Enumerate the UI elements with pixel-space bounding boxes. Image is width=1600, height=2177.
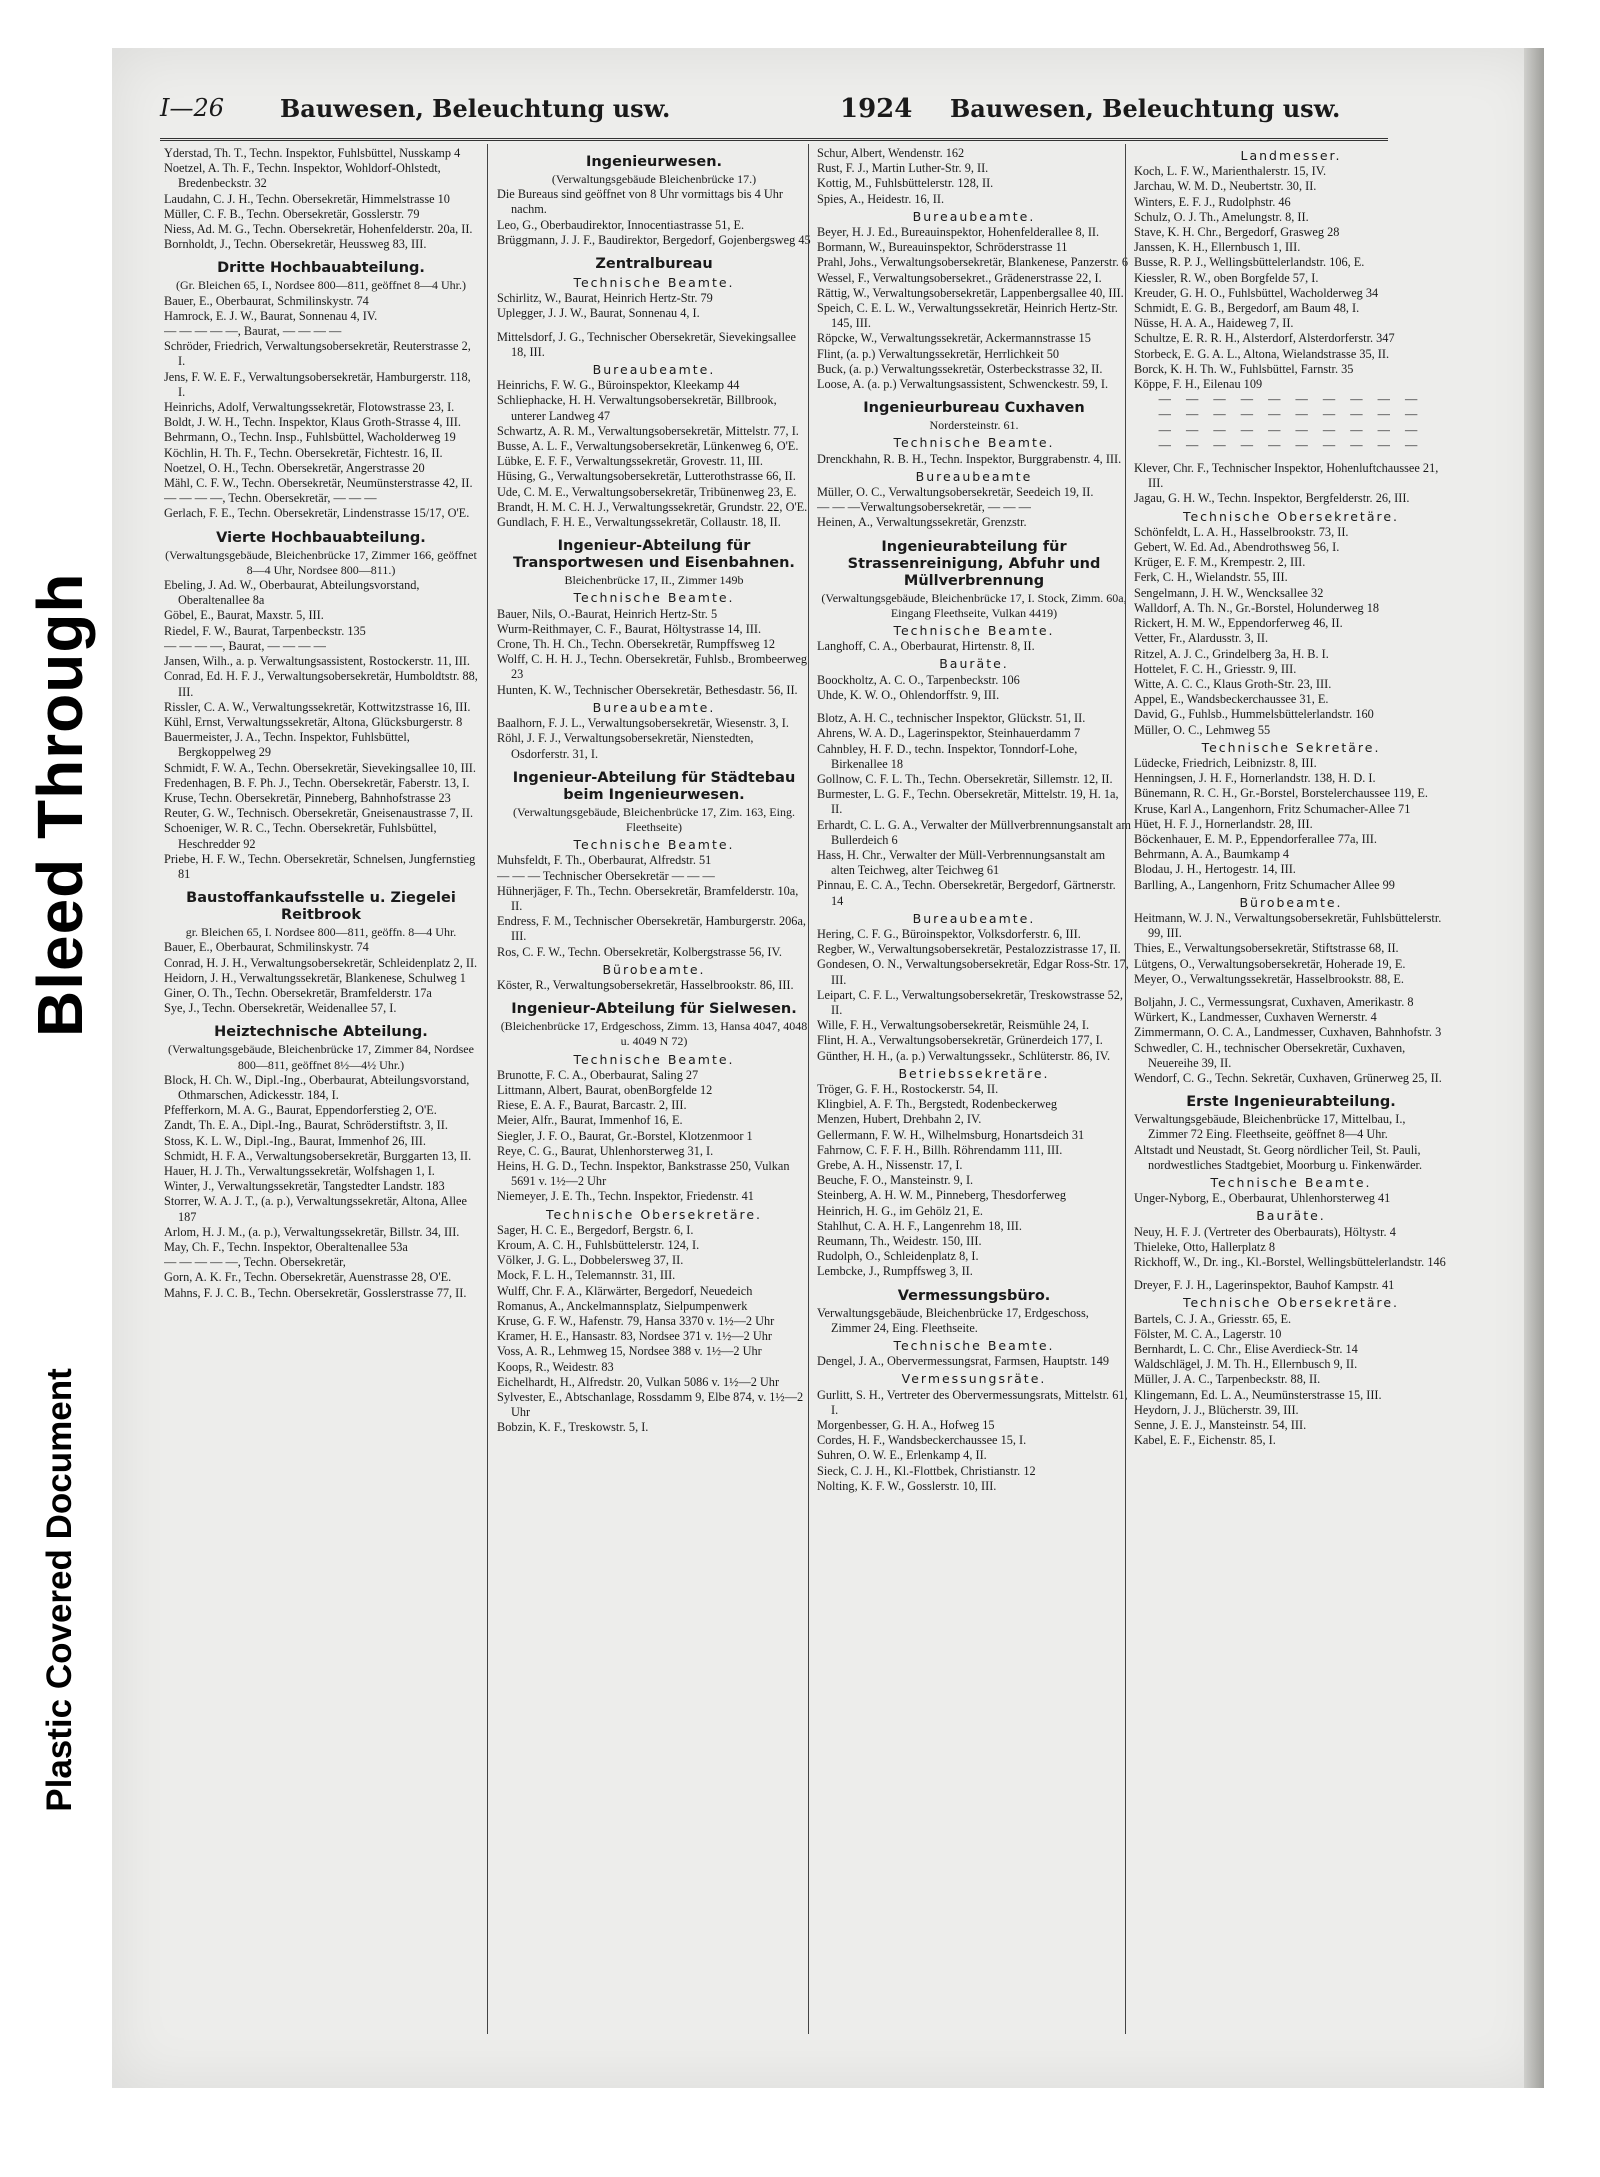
directory-entry: Schröder, Friedrich, Verwaltungsobersekretär, Reuterstrasse 2, I. (164, 339, 471, 369)
directory-entry: Bartels, C. J. A., Griesstr. 65, E. (1134, 1311, 1292, 1326)
directory-entry: Thieleke, Otto, Hallerplatz 8 (1134, 1239, 1276, 1254)
directory-entry: Borck, K. H. Th. W., Fuhlsbüttel, Farnstr. 35 (1134, 361, 1354, 376)
directory-entry: Sengelmann, J. H. W., Wencksallee 32 (1134, 585, 1324, 600)
directory-entry: Nüsse, H. A. A., Haideweg 7, II. (1134, 316, 1294, 331)
directory-entry: Fredenhagen, B. F. Ph. J., Techn. Obersekretär, Faberstr. 13, I. (164, 775, 470, 790)
directory-entry: Boockholtz, A. C. O., Tarpenbeckstr. 106 (817, 672, 1020, 687)
directory-entry: Reuter, G. W., Technisch. Obersekretär, Gneisenaustrasse 7, II. (164, 806, 474, 821)
directory-entry: Schwartz, A. R. M., Verwaltungsobersekretär, Mittelstr. 77, I. (497, 423, 799, 438)
directory-entry: Rudolph, O., Schleidenplatz 8, I. (817, 1249, 979, 1264)
directory-entry: Ahrens, W. A. D., Lagerinspektor, Steinhauerdamm 7 (817, 726, 1081, 741)
directory-entry: Buck, (a. p.) Verwaltungssekretär, Osterbeckstrasse 32, II. (817, 361, 1103, 376)
directory-entry: Barlling, A., Langenhorn, Fritz Schumacher Allee 99 (1134, 877, 1395, 892)
vacancy-dashes: — — — — — — — — — — (1158, 392, 1424, 407)
directory-entry: Mittelsdorf, J. G., Technischer Obersekretär, Sievekingsallee 18, III. (497, 329, 796, 359)
directory-entry: Kroum, A. C. H., Fuhlsbüttelerstr. 124, I. (497, 1237, 700, 1252)
directory-entry: Yderstad, Th. T., Techn. Inspektor, Fuhlsbüttel, Nusskamp 4 (164, 146, 461, 160)
plastic-covered-label: Plastic Covered Document (40, 1368, 79, 1812)
vacancy-dashes: — — — — — — — — — — (1158, 422, 1424, 437)
directory-entry: Völker, J. G. L., Dobbelersweg 37, II. (497, 1253, 684, 1268)
section-note: (Verwaltungsgebäude, Bleichenbrücke 17, Zimmer 166, geöffnet 8—4 Uhr, Nordsee 800—811.) (165, 547, 477, 577)
subsection-heading: Bureaubeamte. (912, 910, 1036, 926)
directory-entry: Bernhardt, L. C. Chr., Elise Averdieck-Str. 14 (1134, 1342, 1358, 1357)
directory-entry: Heydorn, J. J., Blücherstr. 39, III. (1134, 1402, 1299, 1417)
directory-entry: Müller, O. C., Lehmweg 55 (1134, 722, 1271, 737)
directory-entry: Mock, F. L. H., Telemannstr. 31, III. (497, 1268, 676, 1283)
directory-entry: Schulz, O. J. Th., Amelungstr. 8, II. (1134, 209, 1309, 224)
directory-entry: Reumann, Th., Weidestr. 150, III. (817, 1234, 982, 1248)
section-heading: Ingenieurwesen. (585, 154, 723, 170)
directory-entry: Menzen, Hubert, Drehbahn 2, IV. (817, 1112, 982, 1127)
directory-entry: Schultze, E. R. R. H., Alsterdorf, Alsterdorferstr. 347 (1134, 331, 1395, 346)
subsection-heading: Betriebssekretäre. (898, 1065, 1050, 1081)
directory-entry: Rättig, W., Verwaltungsobersekretär, Lappenbergsallee 40, III. (817, 285, 1124, 300)
directory-entry: Mahns, F. J. C. B., Techn. Obersekretär, Gosslerstrasse 77, II. (164, 1285, 467, 1300)
directory-entry: Storbeck, E. G. A. L., Altona, Wielandstrasse 35, II. (1134, 346, 1390, 361)
directory-entry: Loose, A. (a. p.) Verwaltungsassistent, Schwenckestr. 59, I. (817, 377, 1109, 392)
subsection-heading: Technische Obersekretäre. (1182, 508, 1400, 524)
directory-entry: Kruse, Techn. Obersekretär, Pinneberg, Bahnhofstrasse 23 (164, 790, 451, 805)
directory-entry: Beyer, H. J. Ed., Bureauinspektor, Hohenfelderallee 8, II. (817, 225, 1100, 240)
section-note: (Verwaltungsgebäude, Bleichenbrücke 17, I. Stock, Zimm. 60a, Eingang Fleethseite, Vulkan 4419) (821, 590, 1127, 620)
directory-entry: Arlom, H. J. M., (a. p.), Verwaltungssekretär, Billstr. 34, III. (164, 1224, 460, 1239)
directory-entry: Hering, C. F. G., Büroinspektor, Volksdorferstr. 6, III. (817, 926, 1081, 941)
directory-entry: — — —Verwaltungsobersekretär, — — — (817, 500, 1031, 515)
directory-entry: Drenckhahn, R. B. H., Techn. Inspektor, Burggrabenstr. 4, III. (817, 451, 1122, 466)
directory-entry: Appel, E., Wandsbeckerchaussee 31, E. (1134, 692, 1329, 707)
vacancy-dashes: — — — — — — — — — — (1158, 407, 1424, 422)
directory-entry: Bauer, E., Oberbaurat, Schmilinskystr. 74 (164, 940, 369, 955)
directory-entry: Gorn, A. K. Fr., Techn. Obersekretär, Auenstrasse 28, O'E. (164, 1270, 452, 1285)
directory-entry: Tröger, G. F. H., Rostockerstr. 54, II. (817, 1081, 999, 1096)
directory-entry: Rust, F. J., Martin Luther-Str. 9, II. (817, 161, 989, 176)
directory-entry: Schirlitz, W., Baurat, Heinrich Hertz-Str. 79 (497, 291, 713, 306)
directory-entry: Vetter, Fr., Alardusstr. 3, II. (1134, 631, 1269, 646)
spacer (1134, 987, 1448, 995)
vacancy-dashes: — — — — — — — — — — (1158, 437, 1424, 452)
directory-entry: Köchlin, H. Th. F., Techn. Obersekretär, Fichtestr. 16, II. (164, 445, 443, 460)
directory-entry: Ude, C. M. E., Verwaltungsobersekretär, Tribünenweg 23, E. (497, 484, 797, 499)
directory-entry: Unger-Nyborg, E., Oberbaurat, Uhlenhorsterweg 41 (1134, 1191, 1391, 1206)
directory-entry: Heidorn, J. H., Verwaltungssekretär, Blankenese, Schulweg 1 (164, 970, 466, 985)
directory-entry: Bobzin, K. F., Treskowstr. 5, I. (497, 1420, 649, 1435)
directory-entry: Romanus, A., Anckelmannsplatz, Sielpumpenwerk (497, 1298, 748, 1313)
directory-entry: Brüggmann, J. J. F., Baudirektor, Bergedorf, Gojenbergsweg 45 (497, 232, 811, 247)
directory-entry: Bornholdt, J., Techn. Obersekretär, Heussweg 83, III. (164, 237, 427, 252)
page-header (160, 94, 1400, 134)
directory-entry: Jansen, Wilh., a. p. Verwaltungsassistent, Rostockerstr. 11, III. (164, 654, 470, 669)
directory-entry: Steinberg, A. H. W. M., Pinneberg, Thesdorferweg (817, 1188, 1066, 1203)
directory-entry: Schönfeldt, L. A. H., Hasselbrookstr. 73, II. (1134, 524, 1349, 539)
directory-entry: Boljahn, J. C., Vermessungsrat, Cuxhaven, Amerikastr. 8 (1134, 994, 1414, 1009)
directory-entry: Altstadt und Neustadt, St. Georg nördlicher Teil, St. Pauli, nordwestliches Stadtgebiet, Moorburg u. Finkenwärder. (1134, 1142, 1423, 1172)
section-note: (Bleichenbrücke 17, Erdgeschoss, Zimm. 13, Hansa 4047, 4048 u. 4049 N 72) (500, 1019, 808, 1049)
directory-entry: — — — Technischer Obersekretär — — — (497, 868, 715, 883)
directory-entry: Lübke, E. F. F., Verwaltungssekretär, Grovestr. 11, III. (497, 454, 763, 469)
section-heading: Dritte Hochbauabteilung. (217, 260, 425, 277)
directory-entry: Hunten, K. W., Technischer Obersekretär, Bethesdastr. 56, II. (497, 682, 798, 697)
directory-entry: Uhde, K. W. O., Ohlendorffstr. 9, III. (817, 687, 1000, 702)
directory-entry: Sieck, C. J. H., Kl.-Flottbek, Christianstr. 12 (817, 1463, 1036, 1478)
directory-entry: Brunotte, F. C. A., Oberbaurat, Saling 27 (497, 1067, 699, 1082)
directory-entry: Muhsfeldt, F. Th., Oberbaurat, Alfredstr. 51 (497, 853, 712, 868)
directory-entry: Kruse, Karl A., Langenhorn, Fritz Schumacher-Allee 71 (1134, 801, 1411, 816)
running-title-right: Bauwesen, Beleuchtung usw. (950, 94, 1341, 123)
directory-entry: Riedel, F. W., Baurat, Tarpenbeckstr. 135 (164, 623, 366, 638)
directory-entry: Hottelet, F. C. H., Griesstr. 9, III. (1134, 661, 1297, 676)
directory-entry: Witte, A. C. C., Klaus Groth-Str. 23, III. (1134, 676, 1332, 691)
directory-entry: — — — —, Techn. Obersekretär, — — — (164, 491, 377, 506)
directory-entry: Langhoff, C. A., Oberbaurat, Hirtenstr. 8, II. (817, 639, 1035, 654)
directory-entry: Behrmann, O., Techn. Insp., Fuhlsbüttel, Wacholderweg 19 (164, 430, 456, 445)
directory-entry: Endress, F. M., Technischer Obersekretär, Hamburgerstr. 206a, III. (497, 914, 806, 944)
directory-entry: Spies, A., Heidestr. 16, II. (817, 191, 945, 206)
directory-entry: Göbel, E., Baurat, Maxstr. 5, III. (164, 608, 324, 623)
directory-entry: Blotz, A. H. C., technischer Inspektor, Glückstr. 51, II. (817, 711, 1086, 726)
directory-entry: Röhl, J. F. J., Verwaltungsobersekretär, Nienstedten, Osdorferstr. 31, I. (497, 731, 754, 761)
directory-entry: Priebe, H. F. W., Techn. Obersekretär, Schnelsen, Jungfernstieg 81 (164, 851, 476, 881)
directory-entry: — — — — —, Baurat, — — — — (164, 324, 342, 339)
directory-entry: Voss, A. R., Lehmweg 15, Nordsee 388 v. 1½—2 Uhr (497, 1344, 762, 1359)
directory-entry: Reye, C. G., Baurat, Uhlenhorsterweg 31, I. (497, 1143, 714, 1158)
column-4 (1134, 146, 1448, 2036)
directory-entry: Prahl, Johs., Verwaltungsobersekretär, Blankenese, Panzerstr. 6 (817, 255, 1129, 270)
subsection-heading: Bureaubeamte. (592, 699, 716, 715)
directory-entry: Bormann, W., Bureauinspektor, Schröderstrasse 11 (817, 240, 1068, 255)
section-heading: Erste Ingenieurabteilung. (1186, 1094, 1396, 1111)
directory-entry: Conrad, Ed. H. F. J., Verwaltungsobersekretär, Humboldtstr. 88, III. (164, 669, 478, 699)
directory-entry: Klever, Chr. F., Technischer Inspektor, Hohenluftchaussee 21, III. (1134, 461, 1439, 491)
directory-entry: Köster, R., Verwaltungsobersekretär, Hasselbrookstr. 86, III. (497, 977, 794, 992)
directory-entry: Müller, J. A. C., Tarpenbeckstr. 88, II. (1134, 1372, 1321, 1387)
subsection-heading: Technische Beamte. (893, 435, 1055, 451)
directory-entry: Littmann, Albert, Baurat, obenBorgfelde 12 (497, 1082, 713, 1097)
directory-entry: Wulff, Chr. F. A., Klärwärter, Bergedorf, Neuedeich (497, 1283, 753, 1298)
directory-entry: Klingbiel, A. F. Th., Bergstedt, Rodenbeckerweg (817, 1097, 1058, 1112)
bleed-through-label: Bleed Through (24, 572, 96, 1037)
directory-entry: Heins, H. G. D., Techn. Inspektor, Bankstrasse 250, Vulkan 5691 v. 1½—2 Uhr (497, 1158, 790, 1189)
directory-entry: Kühl, Ernst, Verwaltungssekretär, Altona, Glücksburgerstr. 8 (164, 714, 463, 729)
directory-entry: May, Ch. F., Techn. Inspektor, Oberaltenallee 53a (164, 1240, 408, 1254)
directory-entry: Busse, A. L. F., Verwaltungsobersekretär, Lünkenweg 6, O'E. (497, 439, 799, 454)
header-rule (160, 138, 1388, 141)
directory-entry: Kruse, G. F. W., Hafenstr. 79, Hansa 3370 v. 1½—2 Uhr (497, 1314, 775, 1328)
section-heading: Ingenieur-Abteilung für Städtebau beim Ingenieurwesen. (512, 769, 796, 803)
directory-entry: Flint, (a. p.) Verwaltungssekretär, Herrlichkeit 50 (817, 346, 1060, 361)
directory-entry: Ros, C. F. W., Techn. Obersekretär, Kolbergstrasse 56, IV. (497, 944, 782, 959)
directory-entry: Winter, J., Verwaltungssekretär, Tangstedter Landstr. 183 (164, 1179, 445, 1194)
directory-entry: Busse, R. P. J., Wellingsbüttelerlandstr. 106, E. (1134, 255, 1365, 270)
directory-entry: — — — — —, Techn. Obersekretär, (164, 1255, 346, 1270)
subsection-heading: Technische Beamte. (893, 1338, 1055, 1354)
page-edge-shadow (1524, 48, 1544, 2088)
section-heading: Ingenieur-Abteilung für Transportwesen und Eisenbahnen. (513, 538, 795, 572)
directory-entry: Die Bureaus sind geöffnet von 8 Uhr vormittags bis 4 Uhr nachm. (497, 187, 783, 217)
directory-entry: Schwedler, C. H., technischer Obersekretär, Cuxhaven, Neuereihe 39, II. (1134, 1040, 1406, 1070)
subsection-heading: Bureaubeamte (915, 468, 1033, 484)
directory-entry: Waldschlägel, J. M. Th. H., Ellernbusch 9, II. (1134, 1357, 1358, 1372)
directory-entry: Block, H. Ch. W., Dipl.-Ing., Oberbaurat, Abteilungsvorstand, Othmarschen, Adickesstr. 184, I. (164, 1072, 470, 1102)
directory-entry: Noetzel, A. Th. F., Techn. Inspektor, Wohldorf-Ohlstedt, Bredenbeckstr. 32 (164, 161, 441, 191)
directory-entry: Hass, H. Chr., Verwalter der Müll-Verbrennungsanstalt am alten Teichweg, alter Teichweg 61 (817, 847, 1106, 878)
section-heading: Baustoffankaufsstelle u. Ziegelei Reitbrook (186, 890, 456, 924)
directory-entry: Zandt, Th. E. A., Dipl.-Ing., Baurat, Schröderstiftstr. 3, II. (164, 1118, 448, 1133)
subsection-heading: Bureaubeamte. (912, 208, 1036, 224)
directory-entry: Müller, O. C., Verwaltungsobersekretär, Seedeich 19, II. (817, 485, 1094, 500)
directory-entry: Kottig, M., Fuhlsbüttelerstr. 128, II. (817, 176, 994, 191)
directory-entry: Senne, J. E. J., Mansteinstr. 54, III. (1134, 1418, 1307, 1433)
directory-entry: Jagau, G. H. W., Techn. Inspektor, Bergfelderstr. 26, III. (1134, 491, 1410, 506)
directory-entry: Wessel, F., Verwaltungsobersekret., Grädenerstrasse 22, I. (817, 270, 1102, 285)
directory-entry: Verwaltungsgebäude, Bleichenbrücke 17, Mittelbau, I., Zimmer 72 Eing. Fleethseite, geöffnet 8—4 Uhr. (1134, 1112, 1406, 1142)
directory-entry: Schur, Albert, Wendenstr. 162 (817, 146, 965, 160)
directory-entry: Schmidt, E. G. B., Bergedorf, am Baum 48, I. (1134, 301, 1360, 316)
directory-entry: Ritzel, A. J. C., Grindelberg 3a, H. B. I. (1134, 646, 1329, 661)
subsection-heading: Technische Beamte. (573, 837, 735, 853)
section-heading: Heiztechnische Abteilung. (214, 1024, 428, 1041)
directory-entry: Gondesen, O. N., Verwaltungsobersekretär, Edgar Ross-Str. 17, III. (817, 957, 1129, 987)
subsection-heading: Technische Beamte. (893, 623, 1055, 639)
directory-entry: Gebert, W. Ed. Ad., Abendrothsweg 56, I. (1134, 540, 1340, 555)
directory-entry: Schmidt, H. F. A., Verwaltungsobersekretär, Burggarten 13, II. (164, 1148, 472, 1163)
directory-entry: Conrad, H. J. H., Verwaltungsobersekretär, Schleidenplatz 2, II. (164, 955, 478, 970)
directory-entry: Winters, E. F. J., Rudolphstr. 46 (1134, 194, 1291, 209)
directory-entry: Giner, O. Th., Techn. Obersekretär, Bramfelderstr. 17a (164, 985, 432, 1000)
directory-entry: Fahrnow, C. F. F. H., Billh. Röhrendamm 111, III. (817, 1142, 1063, 1157)
directory-entry: Noetzel, O. H., Techn. Obersekretär, Angerstrasse 20 (164, 460, 425, 475)
subsection-heading: Technische Sekretäre. (1201, 739, 1381, 755)
directory-entry: Kreuder, G. H. O., Fuhlsbüttel, Wacholderweg 34 (1134, 285, 1379, 300)
directory-entry: Zimmermann, O. C. A., Landmesser, Cuxhaven, Bahnhofstr. 3 (1134, 1025, 1442, 1040)
directory-entry: Rickhoff, W., Dr. ing., Kl.-Borstel, Wellingsbüttelerlandstr. 146 (1134, 1255, 1446, 1270)
directory-entry: Heinrichs, F. W. G., Büroinspektor, Kleekamp 44 (497, 378, 740, 393)
subsection-heading: Landmesser. (1240, 148, 1342, 163)
directory-entry: Siegler, J. F. O., Baurat, Gr.-Borstel, Klotzenmoor 1 (497, 1128, 753, 1143)
running-title-left: Bauwesen, Beleuchtung usw. (280, 94, 671, 123)
column-1 (164, 146, 478, 2036)
directory-entry: Baalhorn, F. J. L., Verwaltungsobersekretär, Wiesenstr. 3, I. (497, 716, 789, 731)
section-heading: Ingenieurbureau Cuxhaven (863, 400, 1085, 417)
directory-entry: — — — —, Baurat, — — — — (164, 638, 326, 653)
directory-entry: Heinen, A., Verwaltungssekretär, Grenzstr. (817, 515, 1027, 530)
spacer (1134, 1270, 1448, 1278)
directory-entry: Stave, K. H. Chr., Bergedorf, Grasweg 28 (1134, 225, 1340, 240)
directory-entry: Walldorf, A. Th. N., Gr.-Borstel, Holunderweg 18 (1134, 600, 1380, 615)
directory-entry: Wille, F. H., Verwaltungsobersekretär, Reismühle 24, I. (817, 1018, 1090, 1033)
directory-entry: Gurlitt, S. H., Vertreter des Obervermessungsrats, Mittelstr. 61, I. (817, 1387, 1128, 1417)
directory-entry: Lembcke, J., Rumpffsweg 3, II. (817, 1264, 973, 1279)
directory-entry: Köppe, F. H., Eilenau 109 (1134, 377, 1263, 392)
directory-entry: Sye, J., Techn. Obersekretär, Weidenallee 57, I. (164, 1001, 397, 1016)
directory-entry: Fölster, M. C. A., Lagerstr. 10 (1134, 1326, 1282, 1341)
directory-entry: Leipart, C. F. L., Verwaltungsobersekretär, Treskowstrasse 52, II. (817, 987, 1124, 1017)
directory-entry: Gellermann, F. W. H., Wilhelmsburg, Honartsdeich 31 (817, 1127, 1085, 1142)
directory-entry: Flint, H. A., Verwaltungsobersekretär, Grünerdeich 177, I. (817, 1033, 1103, 1048)
directory-entry: Mähl, C. F. W., Techn. Obersekretär, Neumünsterstrasse 42, II. (164, 476, 473, 491)
directory-entry: Bauermeister, J. A., Techn. Inspektor, Fuhlsbüttel, Bergkoppelweg 29 (164, 730, 410, 760)
directory-entry: Wolff, C. H. H. J., Techn. Obersekretär, Fuhlsb., Brombeerweg 23 (497, 652, 808, 682)
directory-entry: Koops, R., Weidestr. 83 (497, 1359, 614, 1374)
directory-entry: Bauer, Nils, O.-Baurat, Heinrich Hertz-Str. 5 (497, 606, 718, 621)
subsection-heading: Technische Beamte. (573, 275, 735, 291)
year: 1924 (840, 94, 913, 124)
subsection-heading: Technische Obersekretäre. (545, 1206, 763, 1222)
subsection-heading: Bürobeamte. (1239, 894, 1343, 910)
directory-entry: Rissler, C. A. W., Verwaltungssekretär, Kottwitzstrasse 16, III. (164, 699, 471, 714)
directory-entry: Bauer, E., Oberbaurat, Schmilinskystr. 74 (164, 293, 369, 308)
directory-entry: Hühnerjäger, F. Th., Techn. Obersekretär, Bramfelderstr. 10a, II. (497, 883, 799, 913)
directory-entry: Rickert, H. M. W., Eppendorferweg 46, II. (1134, 616, 1343, 631)
page-number: I—26 (160, 94, 225, 122)
directory-entry: Klingemann, Ed. L. A., Neumünsterstrasse 15, III. (1134, 1387, 1382, 1402)
section-heading: Ingenieur-Abteilung für Sielwesen. (511, 1001, 797, 1018)
directory-entry: Laudahn, C. J. H., Techn. Obersekretär, Himmelstrasse 10 (164, 191, 450, 206)
directory-entry: Stoss, K. L. W., Dipl.-Ing., Baurat, Immenhof 26, III. (164, 1133, 426, 1148)
section-note: Bleichenbrücke 17, II., Zimmer 149b (564, 573, 744, 588)
column-2 (497, 146, 811, 2036)
directory-entry: Hauer, H. J. Th., Verwaltungssekretär, Wolfshagen 1, I. (164, 1163, 435, 1178)
directory-entry: Eichelhardt, H., Alfredstr. 20, Vulkan 5086 v. 1½—2 Uhr (497, 1374, 780, 1389)
directory-entry: Hüsing, G., Verwaltungsobersekretär, Lutterothstrasse 66, II. (497, 469, 796, 484)
directory-entry: Lütgens, O., Verwaltungsobersekretär, Hoherade 19, E. (1134, 956, 1406, 971)
section-note: gr. Bleichen 65, I. Nordsee 800—811, geöffn. 8—4 Uhr. (185, 925, 457, 940)
subsection-heading: Technische Beamte. (573, 1051, 735, 1067)
directory-entry: Meier, Alfr., Baurat, Immenhof 16, E. (497, 1113, 683, 1128)
section-note: Nordersteinstr. 61. (929, 418, 1019, 433)
section-heading: Zentralbureau (595, 256, 713, 273)
directory-entry: Dreyer, F. J. H., Lagerinspektor, Bauhof Kampstr. 41 (1134, 1278, 1395, 1293)
scanned-page (112, 48, 1544, 2088)
subsection-heading: Bürobeamte. (602, 961, 706, 977)
directory-entry: Gerlach, F. E., Techn. Obersekretär, Lindenstrasse 15/17, O'E. (164, 506, 470, 521)
directory-entry: Cahnbley, H. F. D., techn. Inspektor, Tonndorf-Lohe, Birkenallee 18 (817, 741, 1078, 771)
section-heading: Vierte Hochbauabteilung. (216, 529, 426, 546)
directory-entry: Uplegger, J. J. W., Baurat, Sonnenau 4, I. (497, 306, 700, 321)
directory-entry: Janssen, K. H., Ellernbusch 1, III. (1134, 240, 1301, 255)
directory-entry: Meyer, O., Verwaltungssekretär, Hasselbrookstr. 88, E. (1134, 971, 1404, 986)
directory-entry: Günther, H. H., (a. p.) Verwaltungssekr., Schlüterstr. 86, IV. (817, 1048, 1111, 1063)
section-note: (Verwaltungsgebäude, Bleichenbrücke 17, Zimmer 84, Nordsee 800—811, geöffnet 8½—4½ Uhr.) (168, 1042, 474, 1072)
directory-entry: Morgenbesser, G. H. A., Hofweg 15 (817, 1418, 995, 1433)
directory-entry: Lüdecke, Friedrich, Leibnizstr. 8, III. (1134, 755, 1317, 770)
directory-entry: Hüet, H. F. J., Hornerlandstr. 28, III. (1134, 816, 1313, 831)
directory-entry: David, G., Fuhlsb., Hummelsbüttelerlandstr. 160 (1134, 707, 1374, 722)
directory-entry: Speich, C. E. L. W., Verwaltungssekretär, Heinrich Hertz-Str. 145, III. (817, 301, 1118, 331)
directory-entry: Crone, Th. H. Ch., Techn. Obersekretär, Rumpffsweg 12 (497, 637, 776, 652)
directory-entry: Schmidt, F. W. A., Techn. Obersekretär, Sievekingsallee 10, III. (164, 760, 476, 775)
directory-entry: Verwaltungsgebäude, Bleichenbrücke 17, Erdgeschoss, Zimmer 24, Eing. Fleethseite. (817, 1305, 1089, 1335)
column-3 (817, 146, 1131, 2036)
directory-entry: Hamrock, E. J. W., Baurat, Sonnenau 4, IV. (164, 308, 378, 323)
directory-entry: Jens, F. W. E. F., Verwaltungsobersekretär, Hamburgerstr. 118, I. (164, 369, 471, 399)
spacer (1134, 453, 1448, 461)
directory-entry: Boldt, J. W. H., Techn. Inspektor, Klaus Groth-Strasse 4, III. (164, 415, 461, 430)
directory-entry: Kramer, H. E., Hansastr. 83, Nordsee 371 v. 1½—2 Uhr (497, 1329, 772, 1344)
directory-entry: Sager, H. C. E., Bergedorf, Bergstr. 6, I. (497, 1222, 694, 1237)
subsection-heading: Bureaubeamte. (592, 362, 716, 378)
directory-entry: Bünemann, R. C. H., Gr.-Borstel, Borstelerchaussee 119, E. (1134, 786, 1428, 801)
subsection-heading: Vermessungsräte. (901, 1371, 1047, 1387)
section-heading: Ingenieurabteilung für Strassenreinigung, Abfuhr und Müllverbrennung (847, 538, 1101, 589)
section-heading: Vermessungsbüro. (897, 1287, 1051, 1304)
directory-entry: Niemeyer, J. E. Th., Techn. Inspektor, Friedenstr. 41 (497, 1189, 754, 1204)
directory-entry: Pinnau, E. C. A., Techn. Obersekretär, Bergedorf, Gärtnerstr. 14 (817, 878, 1116, 908)
column-divider (1125, 144, 1126, 2034)
directory-entry: Blodau, J. H., Hertogestr. 14, III. (1134, 862, 1296, 877)
section-note: (Verwaltungsgebäude, Bleichenbrücke 17, Zim. 163, Eing. Fleethseite) (513, 804, 795, 834)
directory-entry: Nolting, K. F. W., Gosslerstr. 10, III. (817, 1478, 997, 1493)
directory-entry: Neuy, H. F. J. (Vertreter des Oberbaurats), Höltystr. 4 (1134, 1224, 1396, 1239)
directory-entry: Müller, C. F. B., Techn. Obersekretär, Gosslerstr. 79 (164, 206, 420, 221)
directory-entry: Henningsen, J. H. F., Hornerlandstr. 138, H. D. I. (1134, 771, 1376, 786)
directory-entry: Gollnow, C. F. L. Th., Techn. Obersekretär, Sillemstr. 12, II. (817, 771, 1113, 786)
directory-entry: Behrmann, A. A., Baumkamp 4 (1134, 847, 1290, 862)
directory-entry: Suhren, O. W. E., Erlenkamp 4, II. (817, 1448, 987, 1463)
directory-entry: Riese, E. A. F., Baurat, Barcastr. 2, III. (497, 1098, 687, 1113)
directory-entry: Würkert, K., Landmesser, Cuxhaven Wernerstr. 4 (1134, 1010, 1377, 1025)
directory-entry: Storrer, W. A. J. T., (a. p.), Verwaltungssekretär, Altona, Allee 187 (164, 1194, 467, 1224)
directory-entry: Krüger, E. F. M., Krempestr. 2, III. (1134, 555, 1306, 570)
directory-entry: Heinrichs, Adolf, Verwaltungssekretär, Flotowstrasse 23, I. (164, 400, 455, 415)
directory-entry: Erhardt, C. L. G. A., Verwalter der Müllverbrennungsanstalt am Bullerdeich 6 (817, 817, 1131, 847)
directory-entry: Burmester, L. G. F., Techn. Obersekretär, Mittelstr. 19, H. 1a, II. (817, 787, 1119, 817)
directory-entry: Gundlach, F. H. E., Verwaltungssekretär, Collaustr. 18, II. (497, 515, 781, 530)
directory-entry: Dengel, J. A., Obervermessungsrat, Farmsen, Hauptstr. 149 (817, 1354, 1110, 1369)
directory-entry: Heinrich, H. G., im Gehölz 21, E. (817, 1203, 983, 1218)
directory-entry: Heitmann, W. J. N., Verwaltungsobersekretär, Fuhlsbüttelerstr. 99, III. (1134, 910, 1442, 941)
directory-entry: Koch, L. F. W., Marienthalerstr. 15, IV. (1134, 164, 1327, 179)
directory-entry: Regber, W., Verwaltungsobersekretär, Pestalozzistrasse 17, II. (817, 942, 1121, 957)
directory-entry: Pfefferkorn, M. A. G., Baurat, Eppendorferstieg 2, O'E. (164, 1103, 437, 1118)
directory-entry: Böckenhauer, E. M. P., Eppendorferallee 77a, III. (1134, 831, 1377, 846)
spacer (497, 322, 811, 330)
directory-entry: Ebeling, J. Ad. W., Oberbaurat, Abteilungsvorstand, Oberaltenallee 8a (164, 578, 420, 608)
directory-entry: Brandt, H. M. C. H. J., Verwaltungssekretär, Grundstr. 22, O'E. (497, 499, 808, 514)
directory-entry: Niess, Ad. M. G., Techn. Obersekretär, Hohenfelderstr. 20a, II. (164, 222, 473, 237)
directory-entry: Stahlhut, C. A. H. F., Langenrehm 18, III. (817, 1218, 1022, 1233)
directory-entry: Kiessler, R. W., oben Borgfelde 57, I. (1134, 270, 1319, 285)
directory-entry: Kabel, E. F., Eichenstr. 85, I. (1134, 1433, 1276, 1448)
spacer (817, 703, 1131, 711)
subsection-heading: Bauräte. (1256, 1208, 1326, 1224)
subsection-heading: Technische Obersekretäre. (1182, 1295, 1400, 1311)
column-divider (808, 144, 809, 2034)
directory-entry: Grebe, A. H., Nissenstr. 17, I. (817, 1157, 963, 1172)
directory-entry: Röpcke, W., Verwaltungssekretär, Ackermannstrasse 15 (817, 331, 1091, 346)
directory-entry: Leo, G., Oberbaudirektor, Innocentiastrasse 51, E. (497, 217, 745, 232)
directory-entry: Wurm-Reithmayer, C. F., Baurat, Höltystrasse 14, III. (497, 621, 762, 636)
subsection-heading: Technische Beamte. (1210, 1175, 1372, 1190)
directory-entry: Schoeniger, W. R. C., Techn. Obersekretär, Fuhlsbüttel, Heschredder 92 (164, 821, 437, 851)
directory-entry: Sylvester, E., Abtschanlage, Rossdamm 9, Elbe 874, v. 1½—2 Uhr (497, 1390, 804, 1420)
section-note: (Gr. Bleichen 65, I., Nordsee 800—811, geöffnet 8—4 Uhr.) (176, 278, 466, 293)
directory-entry: Cordes, H. F., Wandsbeckerchaussee 15, I. (817, 1433, 1027, 1448)
subsection-heading: Technische Beamte. (573, 590, 735, 606)
column-divider (487, 144, 488, 2034)
directory-entry: Ferk, C. H., Wielandstr. 55, III. (1134, 570, 1288, 585)
directory-entry: Beuche, F. O., Mansteinstr. 9, I. (817, 1173, 974, 1188)
section-note: (Verwaltungsgebäude Bleichenbrücke 17.) (551, 172, 757, 186)
subsection-heading: Bauräte. (939, 656, 1009, 672)
directory-entry: Thies, E., Verwaltungsobersekretär, Stiftstrasse 68, II. (1134, 941, 1399, 956)
directory-entry: Jarchau, W. M. D., Neubertstr. 30, II. (1134, 179, 1317, 194)
directory-entry: Wendorf, C. G., Techn. Sekretär, Cuxhaven, Grünerweg 25, II. (1134, 1070, 1442, 1085)
directory-entry: Schliephacke, H. H. Verwaltungsobersekretär, Billbrook, unterer Landweg 47 (497, 393, 777, 423)
